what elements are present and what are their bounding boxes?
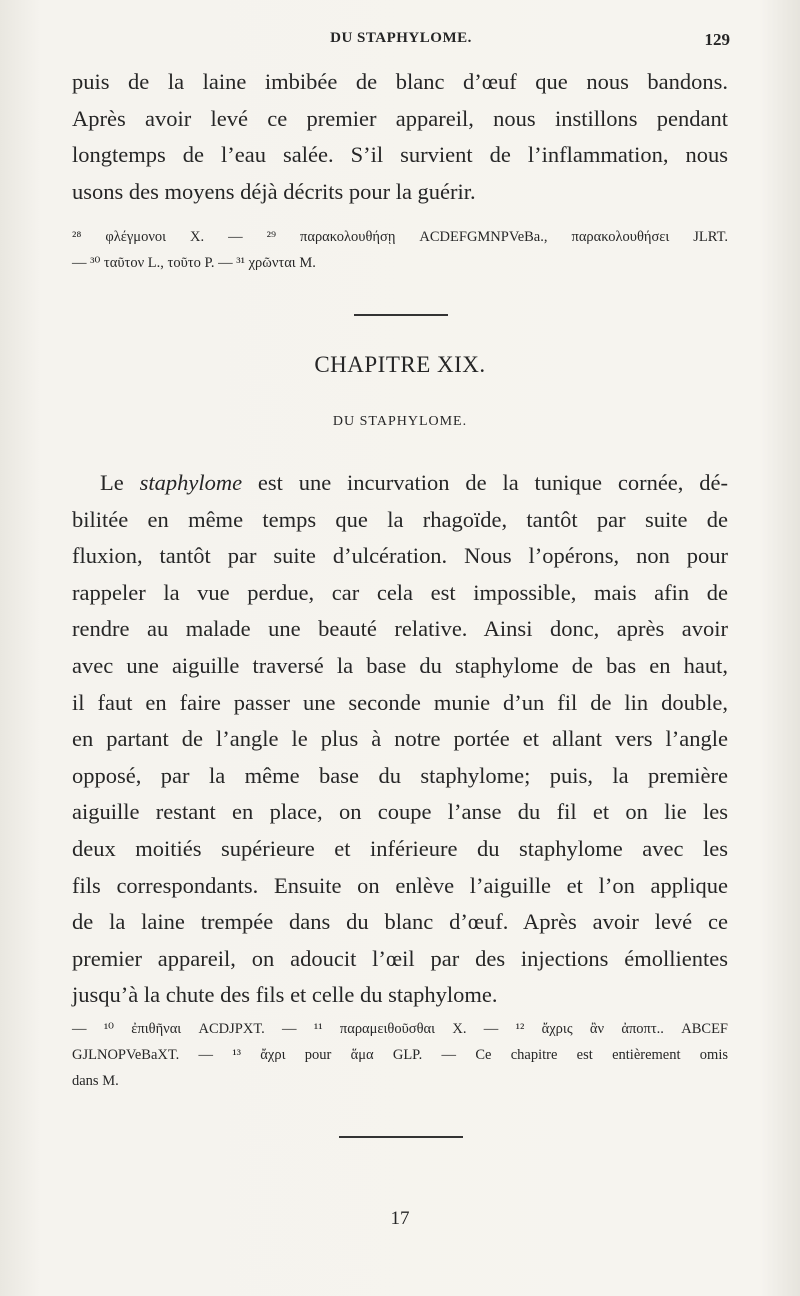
term-staphylome: staphylome bbox=[139, 470, 243, 495]
text-line: premier appareil, on adoucit l’œil par des injections émollientes bbox=[72, 945, 728, 971]
text-line: opposé, par la même base du staphylome; puis, la première bbox=[72, 762, 728, 788]
text-line: de la laine trempée dans du blanc d’œuf. Après avoir levé ce bbox=[72, 909, 728, 935]
text-line: jusqu’à la chute des fils et celle du staphylome. bbox=[72, 982, 498, 1008]
text-line: fluxion, tantôt par suite d’ulcération. Nous l’opérons, non pour bbox=[72, 543, 728, 569]
running-title: DU STAPHYLOME. bbox=[330, 30, 472, 46]
footnote-line: dans M. bbox=[72, 1073, 119, 1089]
text-line: longtemps de l’eau salée. S’il survient de l’inflammation, nous bbox=[72, 142, 728, 168]
text-fragment: Le bbox=[100, 470, 140, 495]
page-number: 129 bbox=[704, 30, 730, 49]
text-line: bilitée en même temps que la rhagoïde, tantôt par suite de bbox=[72, 506, 728, 532]
text-line: rendre au malade une beauté relative. Ainsi donc, après avoir bbox=[72, 616, 728, 642]
text-line bbox=[72, 465, 728, 502]
signature-number: 17 bbox=[390, 1208, 410, 1229]
text-line: avec une aiguille traversé la base du staphylome de bas en haut, bbox=[72, 652, 728, 678]
chapter-title: CHAPITRE XIX. bbox=[314, 352, 486, 377]
text-line: deux moitiés supérieure et inférieure du staphylome avec les bbox=[72, 835, 728, 861]
intro-paragraph bbox=[72, 64, 728, 210]
text-line: rappeler la vue perdue, car cela est impossible, mais afin de bbox=[72, 579, 728, 605]
page-header bbox=[72, 30, 730, 54]
footnote-line: ²⁸ φλέγμονοι X. — ²⁹ παρακολουθήσῃ ACDEFGMNPVeBa., παρακολουθήσει JLRT. bbox=[72, 229, 728, 245]
text-line: puis de la laine imbibée de blanc d’œuf que nous bandons. bbox=[72, 69, 728, 94]
text-line: il faut en faire passer une seconde munie d’un fil de lin double, bbox=[72, 689, 728, 715]
section-title: DU STAPHYLOME. bbox=[332, 414, 468, 429]
footnote-line: — ³⁰ ταῦτον L., τοῦτο P. — ³¹ χρῶνται M. bbox=[72, 255, 316, 271]
text-line: Après avoir levé ce premier appareil, nous instillons pendant bbox=[72, 105, 728, 131]
footnote-line: — ¹⁰ ἐπιθῆναι ACDJPXT. — ¹¹ παραμειθοῦσθαι X. — ¹² ἄχρις ἂν ἀποπτ.. ABCEF bbox=[72, 1021, 728, 1037]
text-line: fils correspondants. Ensuite on enlève l’aiguille et l’on applique bbox=[72, 872, 728, 898]
main-paragraph bbox=[72, 465, 728, 1014]
text-line: usons des moyens déjà décrits pour la guérir. bbox=[72, 178, 476, 204]
footnote-line: GJLNOPVeBaXT. — ¹³ ἄχρι pour ἅμα GLP. — Ce chapitre est entièrement omis bbox=[72, 1047, 728, 1063]
footnotes-bottom bbox=[72, 1016, 728, 1094]
text-line: en partant de l’angle le plus à notre portée et allant vers l’angle bbox=[72, 726, 728, 752]
section-divider bbox=[354, 314, 448, 316]
text-line: aiguille restant en place, on coupe l’anse du fil et on lie les bbox=[72, 799, 728, 825]
footnotes-top bbox=[72, 224, 728, 276]
text-fragment: est une incurvation de la tunique cornée, dé- bbox=[242, 470, 728, 495]
end-divider bbox=[339, 1136, 463, 1138]
